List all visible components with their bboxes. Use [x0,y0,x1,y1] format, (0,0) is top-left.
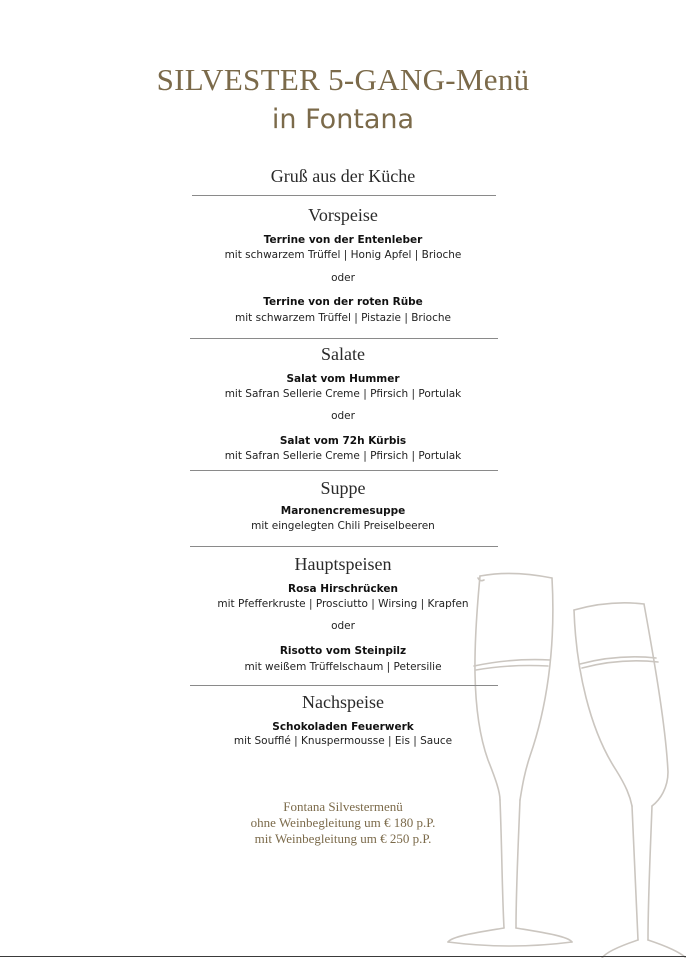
greeting-heading: Gruß aus der Küche [270,166,416,186]
divider [190,685,498,686]
price-with-wine: mit Weinbegleitung um € 250 p.P. [254,831,432,846]
page-subtitle: in Fontana [271,104,415,135]
divider [190,470,498,471]
dish-name: Maronencremesuppe [280,505,406,517]
dish-description: mit Pfefferkruste | Prosciutto | Wirsing | Krapfen [217,598,469,610]
dish-name: Salat vom 72h Kürbis [279,435,407,447]
dish-description: mit schwarzem Trüffel | Honig Apfel | Brioche [224,249,462,261]
dish-name: Terrine von der roten Rübe [263,296,423,308]
section-title-vorspeise: Vorspeise [308,205,378,225]
alternative-separator: oder [331,620,355,632]
dish-name: Salat vom Hummer [286,373,400,385]
dish-description: mit Safran Sellerie Creme | Pfirsich | Portulak [224,388,462,400]
section-title-hauptspeisen: Hauptspeisen [294,554,392,574]
section-title-salate: Salate [321,344,365,364]
dish-description: mit Soufflé | Knuspermousse | Eis | Sauce [233,735,453,747]
dish-description: mit Safran Sellerie Creme | Pfirsich | Portulak [224,450,462,462]
alternative-separator: oder [331,410,355,422]
divider [192,195,496,196]
price-heading: Fontana Silvestermenü [283,799,403,814]
alternative-separator: oder [331,272,355,284]
dish-name: Terrine von der Entenleber [263,234,423,246]
section-title-nachspeise: Nachspeise [302,692,384,712]
page-bottom-border [0,956,686,957]
page-title: SILVESTER 5-GANG-Menü [156,62,530,97]
price-without-wine: ohne Weinbegleitung um € 180 p.P. [250,815,436,830]
dish-description: mit schwarzem Trüffel | Pistazie | Brioche [235,312,451,324]
dish-name: Risotto vom Steinpilz [279,645,407,657]
divider [190,546,498,547]
dish-name: Schokoladen Feuerwerk [272,721,414,733]
divider [190,338,498,339]
section-title-suppe: Suppe [320,478,366,498]
dish-name: Rosa Hirschrücken [288,583,398,595]
dish-description: mit weißem Trüffelschaum | Petersilie [244,661,442,673]
dish-description: mit eingelegten Chili Preiselbeeren [251,520,435,532]
